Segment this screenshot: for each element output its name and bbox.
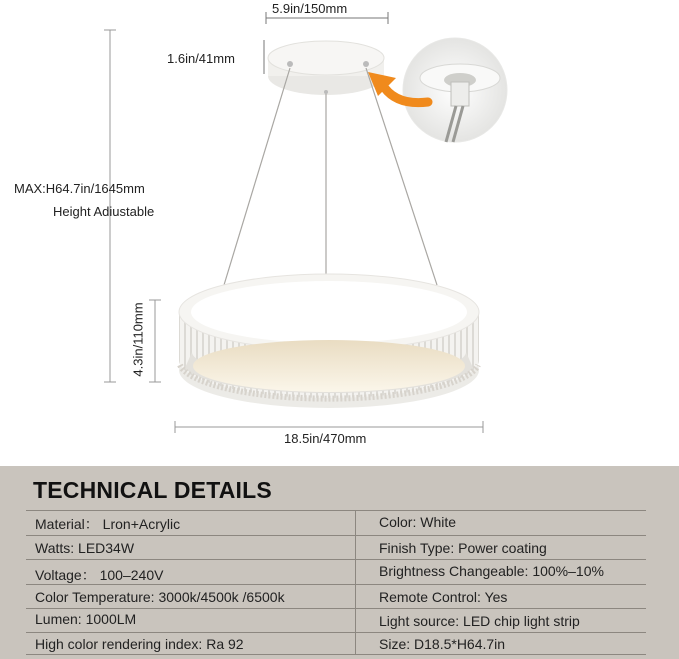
ring-shade	[179, 274, 479, 408]
technical-details-title: TECHNICAL DETAILS	[33, 477, 272, 503]
canopy-detail-zoom	[403, 38, 507, 142]
divider	[26, 559, 646, 560]
spec-color: Color: White	[379, 514, 457, 530]
top-width-label: 5.9in/150mm	[272, 1, 348, 16]
divider	[26, 608, 646, 609]
spec-size: Size: D18.5*H64.7in	[379, 636, 506, 652]
divider	[26, 654, 646, 655]
spec-light-source: Light source: LED chip light strip	[379, 613, 580, 629]
shade-width-label: 18.5in/470mm	[284, 431, 367, 446]
divider	[26, 632, 646, 633]
height-adjustable-label: Height Adiustable	[53, 204, 155, 219]
divider	[26, 535, 646, 536]
column-divider	[355, 510, 356, 654]
spec-brightness: Brightness Changeable: 100%–10%	[379, 563, 604, 579]
spec-voltage: Voltage： 100–240V	[35, 567, 164, 583]
spec-color-temperature: Color Temperature: 3000k/4500k /6500k	[35, 589, 285, 605]
shade-height-label: 4.3in/110mm	[130, 302, 146, 377]
spec-finish-type: Finish Type: Power coating	[379, 540, 547, 556]
spec-watts: Watts: LED34W	[35, 540, 135, 556]
spec-remote-control: Remote Control: Yes	[379, 589, 508, 605]
spec-material: Material： Lron+Acrylic	[35, 516, 181, 532]
max-height-label: MAX:H64.7in/1645mm	[14, 181, 145, 196]
spec-cri: High color rendering index: Ra 92	[35, 636, 244, 652]
spec-lumen: Lumen: 1000LM	[35, 611, 137, 627]
canopy-height-label: 1.6in/41mm	[167, 51, 235, 66]
shade-height-dimension-line	[149, 300, 161, 382]
divider	[26, 510, 646, 511]
